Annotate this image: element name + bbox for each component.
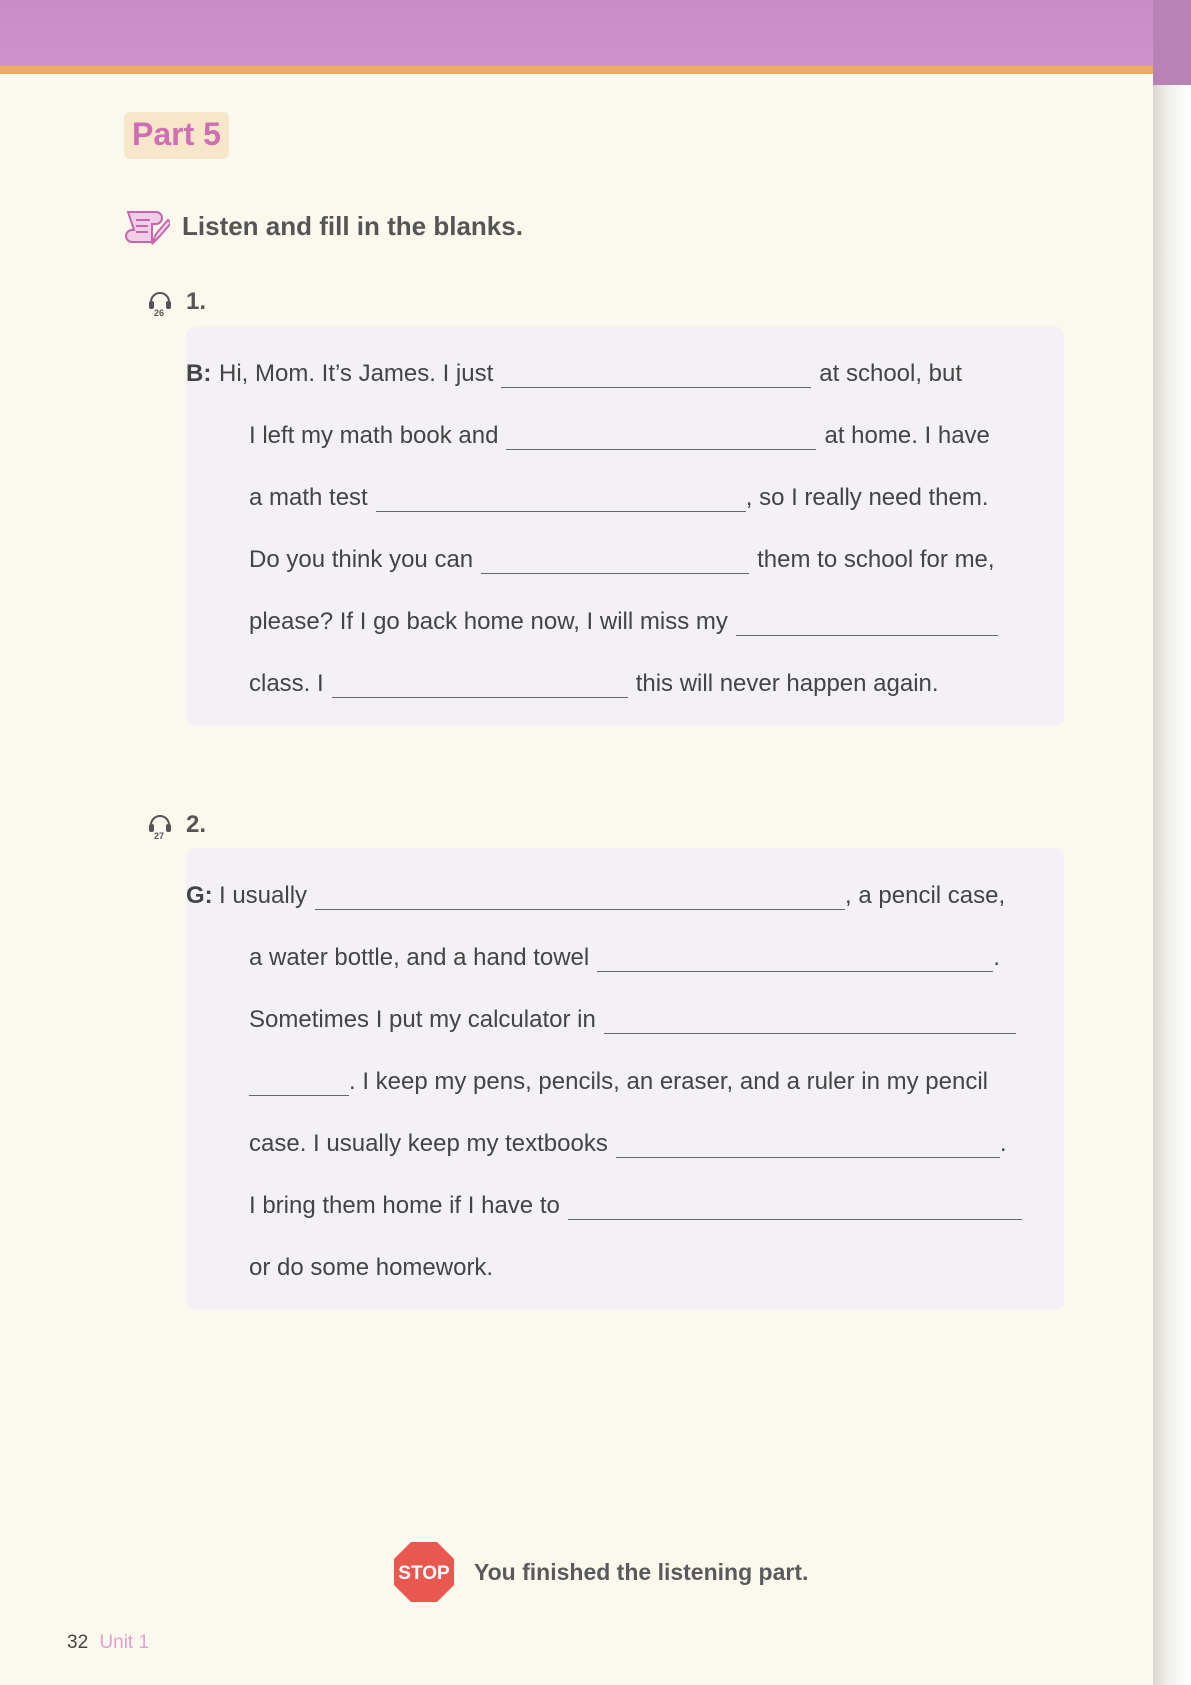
q2-text: , a pencil case, bbox=[845, 882, 1006, 909]
part-title: Part 5 bbox=[124, 112, 229, 159]
q2-text: I bring them home if I have to bbox=[249, 1192, 560, 1219]
q2-line-4 bbox=[186, 1066, 1064, 1096]
q1-text: at school, but bbox=[819, 360, 963, 387]
q1-line-3 bbox=[186, 482, 1064, 512]
q1-blank-1[interactable] bbox=[501, 363, 811, 388]
question-2-number bbox=[148, 811, 206, 839]
q2-text: a water bottle, and a hand towel bbox=[249, 944, 590, 971]
q2-line-6 bbox=[186, 1190, 1064, 1220]
q2-text: . bbox=[999, 1130, 1007, 1157]
stop-notice bbox=[392, 1540, 808, 1604]
q1-line-5 bbox=[186, 606, 1064, 636]
q1-text: them to school for me, bbox=[757, 546, 995, 573]
q2-line-5 bbox=[186, 1128, 1064, 1158]
q1-blank-6[interactable] bbox=[332, 673, 628, 698]
speaker-g: G: bbox=[186, 882, 213, 909]
q1-text: this will never happen again. bbox=[635, 670, 939, 697]
q1-blank-3[interactable] bbox=[376, 487, 746, 512]
q2-text: case. I usually keep my textbooks bbox=[249, 1130, 608, 1157]
q2-text: or do some homework. bbox=[249, 1254, 494, 1281]
unit-label: Unit 1 bbox=[99, 1632, 150, 1653]
page-footer bbox=[67, 1632, 149, 1654]
page-edge bbox=[1153, 0, 1191, 1685]
q1-line-4 bbox=[186, 544, 1064, 574]
q1-blank-5[interactable] bbox=[736, 611, 998, 636]
speaker-b: B: bbox=[186, 360, 212, 387]
scroll-pencil-icon bbox=[122, 204, 170, 248]
q2-text: . I keep my pens, pencils, an eraser, and a ruler in my pencil bbox=[349, 1068, 988, 1095]
svg-text:STOP: STOP bbox=[398, 1563, 450, 1584]
question-1-number bbox=[148, 288, 206, 316]
svg-text:27: 27 bbox=[154, 831, 165, 839]
q2-text: Sometimes I put my calculator in bbox=[249, 1006, 596, 1033]
q1-text: a math test bbox=[249, 484, 368, 511]
question-2-label: 2. bbox=[186, 811, 207, 838]
q2-blank-1[interactable] bbox=[315, 885, 845, 910]
q2-blank-3[interactable] bbox=[604, 1009, 1016, 1034]
headphones-icon bbox=[148, 288, 172, 316]
q2-text: . bbox=[993, 944, 1000, 971]
page-number: 32 bbox=[67, 1632, 89, 1653]
q2-line-3 bbox=[186, 1004, 1064, 1034]
q1-text: at home. I have bbox=[824, 422, 990, 449]
q1-line-2 bbox=[186, 420, 1064, 450]
q2-blank-2[interactable] bbox=[597, 947, 993, 972]
q2-line-2 bbox=[186, 942, 1064, 972]
dialog-box-1 bbox=[186, 326, 1064, 726]
instruction bbox=[122, 204, 523, 248]
headphones-icon bbox=[148, 811, 172, 839]
q2-text: I usually bbox=[219, 882, 308, 909]
q1-line-1 bbox=[186, 358, 1064, 388]
q1-line-6 bbox=[186, 668, 1064, 698]
q1-text: class. I bbox=[249, 670, 324, 697]
top-banner-stripe bbox=[0, 66, 1160, 74]
stop-sign-icon bbox=[392, 1540, 456, 1604]
q2-blank-5[interactable] bbox=[568, 1195, 1022, 1220]
q2-blank-4[interactable] bbox=[616, 1133, 1000, 1158]
question-1-label: 1. bbox=[186, 288, 207, 315]
q1-text: Do you think you can bbox=[249, 546, 474, 573]
q1-text: Hi, Mom. It’s James. I just bbox=[219, 360, 494, 387]
stop-text: You finished the listening part. bbox=[474, 1558, 809, 1585]
q1-text: , so I really need them. bbox=[745, 484, 989, 511]
instruction-text: Listen and fill in the blanks. bbox=[182, 210, 523, 241]
svg-text:26: 26 bbox=[154, 308, 165, 316]
top-banner bbox=[0, 0, 1191, 66]
q1-text: I left my math book and bbox=[249, 422, 499, 449]
q1-blank-2[interactable] bbox=[506, 425, 816, 450]
q2-line-1 bbox=[186, 880, 1064, 910]
dialog-box-2 bbox=[186, 848, 1064, 1310]
q1-text: please? If I go back home now, I will miss my bbox=[249, 608, 728, 635]
q2-blank-3-cont[interactable] bbox=[249, 1071, 349, 1096]
q2-line-7 bbox=[186, 1252, 1064, 1282]
q1-blank-4[interactable] bbox=[481, 549, 749, 574]
page-edge-top bbox=[1153, 0, 1191, 85]
